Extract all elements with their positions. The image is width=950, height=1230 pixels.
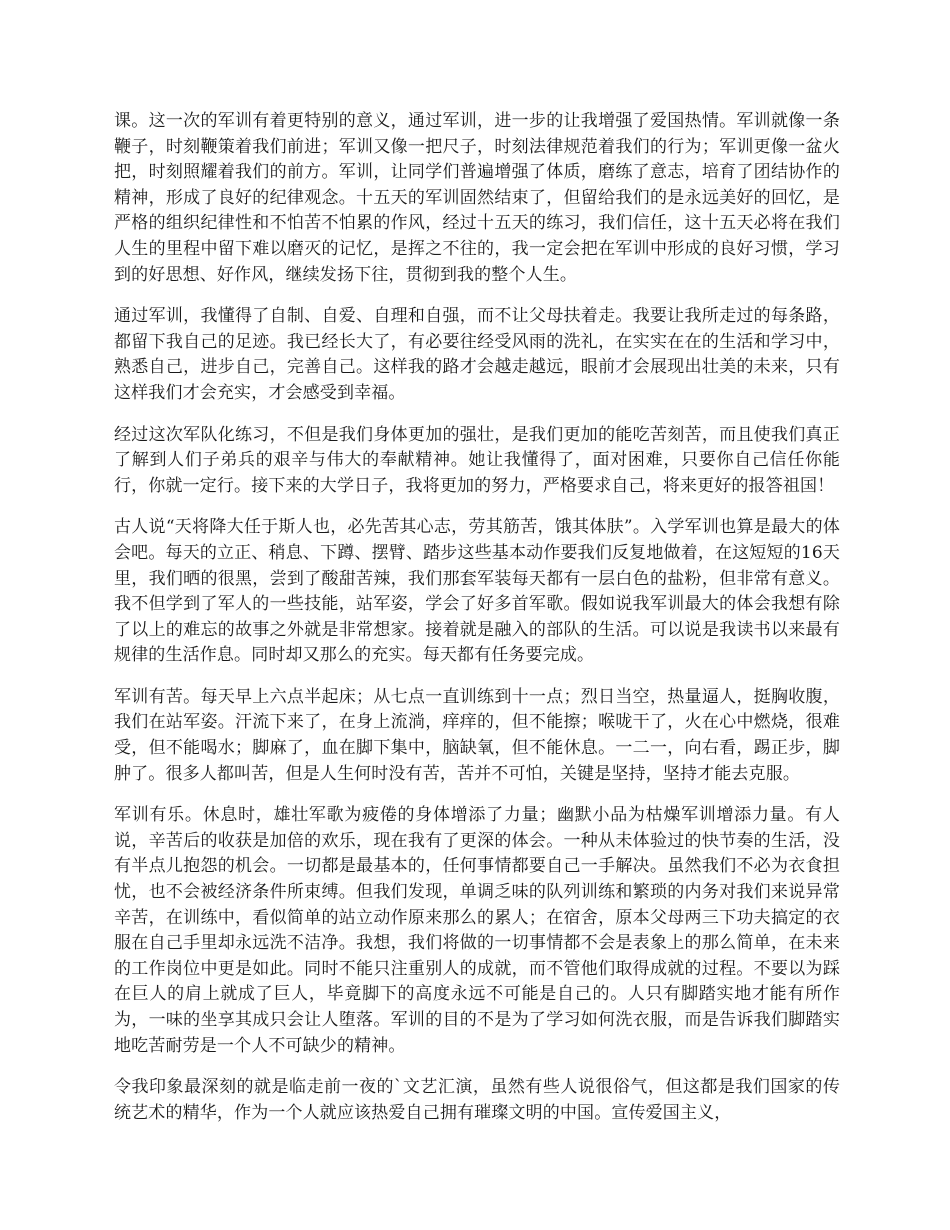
paragraph-military-training-meaning: 课。这一次的军训有着更特别的意义，通过军训，进一步的让我增强了爱国热情。军训就像一条鞭子，时刻鞭策着我们前进；军训又像一把尺子，时刻法律规范着我们的行为；军训更像一盆火把，时刻照耀着我们的前方。军训，让同学们普遍增强了体质，磨练了意志，培育了团结协作的精神，形成了良好的纪律观念。十五天的军训固然结束了，但留给我们的是永远美好的回忆，是严格的组织纪律性和不怕苦不怕累的作风，经过十五天的练习，我们信任，这十五天必将在我们人生的里程中留下难以磨灭的记忆，是挥之不往的，我一定会把在军训中形成的良好习惯，学习到的好思想、好作风，继续发扬下往，贯彻到我的整个人生。 <box>114 111 840 285</box>
paragraph-self-discipline: 通过军训，我懂得了自制、自爱、自理和自强，而不让父母扶着走。我要让我所走过的每条路，都留下我自己的足迹。我已经长大了，有必要往经受风雨的洗礼，在实实在在的生活和学习中，熟悉自己，进步自己，完善自己。这样我的路才会越走越远，眼前才会展现出壮美的未来，只有这样我们才会充实，才会感受到幸福。 <box>114 306 840 403</box>
document-body <box>114 109 840 1142</box>
paragraph-training-hardship: 军训有苦。每天早上六点半起床；从七点一直训练到十一点；烈日当空，热量逼人，挺胸收腹，我们在站军姿。汗流下来了，在身上流淌，痒痒的，但不能擦；喉咙干了，火在心中燃烧，很难受，但不能喝水；脚麻了，血在脚下集中，脑缺氧，但不能休息。一二一，向右看，踢正步，脚肿了。很多人都叫苦，但是人生何时没有苦，苦并不可怕，关键是坚持，坚持才能去克服。 <box>114 686 840 784</box>
paragraph-ancient-saying: 古人说“天将降大任于斯人也，必先苦其心志，劳其筋苦，饿其体肤”。入学军训也算是最大的体会吧。每天的立正、稍息、下蹲、摆臂、踏步这些基本动作要我们反复地做着，在这短短的16天里，我们晒的很黑，尝到了酸甜苦辣，我们那套军装每天都有一层白色的盐粉，但非常有意义。我不但学到了军人的一些技能，站军姿，学会了好多首军歌。假如说我军训最大的体会我想有除了以上的难忘的故事之外就是非常想家。接着就是融入的部队的生活。可以说是我读书以来最有规律的生活作息。同时却又那么的充实。每天都有任务要完成。 <box>114 517 840 666</box>
paragraph-army-spirit: 经过这次军队化练习，不但是我们身体更加的强壮，是我们更加的能吃苦刻苦，而且使我们真正了解到人们子弟兵的艰辛与伟大的奉献精神。她让我懂得了，面对困难，只要你自己信任你能行，你就一定行。接下来的大学日子，我将更加的努力，严格要求自己，将来更好的报答祖国！ <box>114 424 840 496</box>
paragraph-training-joy: 军训有乐。休息时，雄壮军歌为疲倦的身体增添了力量；幽默小品为枯燥军训增添力量。有人说，辛苦后的收获是加倍的欢乐，现在我有了更深的体会。一种从未体验过的快节奏的生活，没有半点儿抱怨的机会。一切都是最基本的，任何事情都要自己一手解决。虽然我们不必为衣食担忧，也不会被经济条件所束缚。但我们发现，单调乏味的队列训练和繁琐的内务对我们来说异常辛苦，在训练中，看似简单的站立动作原来那么的累人；在宿舍，原本父母两三下功夫搞定的衣服在自己手里却永远洗不洁净。我想，我们将做的一切事情都不会是表象上的那么简单，在未来的工作岗位中更是如此。同时不能只注重别人的成就，而不管他们取得成就的过程。不要以为踩在巨人的肩上就成了巨人，毕竟脚下的高度永远不可能是自己的。人只有脚踏实地才能有所作为，一味的坐享其成只会让人堕落。军训的目的不是为了学习如何洗衣服，而是告诉我们脚踏实地吃苦耐劳是一个人不可缺少的精神。 <box>114 805 840 1056</box>
paragraph-art-performance: 令我印象最深刻的就是临走前一夜的`文艺汇演，虽然有些人说很俗气，但这都是我们国家的传统艺术的精华，作为一个人就应该热爱自己拥有璀璨文明的中国。宣传爱国主义， <box>114 1077 840 1123</box>
